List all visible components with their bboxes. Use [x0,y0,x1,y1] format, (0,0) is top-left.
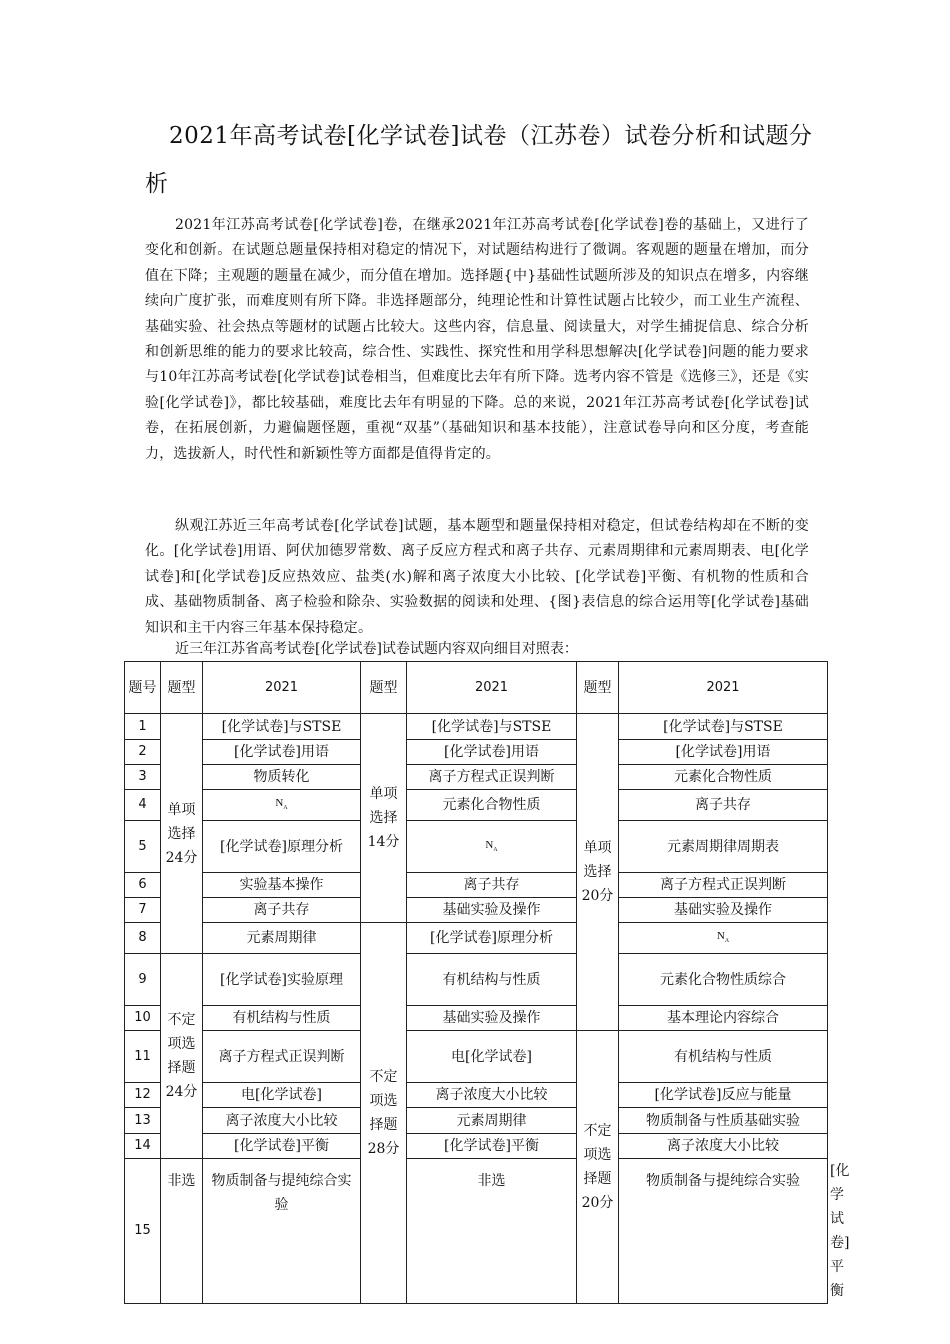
table-row [125,1031,828,1083]
cell: [化学试卷]平衡 [407,1134,577,1159]
na-cell [407,821,577,873]
cell: 元素化合物性质 [407,790,577,821]
cell: 元素化合物性质综合 [619,954,828,1006]
paragraph-intro: 2021年江苏高考试卷[化学试卷]卷，在继承2021年江苏高考试卷[化学试卷]卷的基础上，又进行了变化和创新。在试题总题量保持相对稳定的情况下，对试题结构进行了微调。客观题的题量在增加，而分值在下降；主观题的题量在减少，而分值在增加。选择题{中}基础性试题所涉及的知识点在增多，内容继续向广度扩张，而难度则有所下降。非选择题部分，纯理论性和计算性试题占比较少，而工业生产流程、基础实验、社会热点等题材的试题占比较大。这些内容，信息量、阅读量大，对学生捕捉信息、综合分析和创新思维的能力的要求比较高，综合性、实践性、探究性和用学科思想解决[化学试卷]问题的能力要求与10年江苏高考试卷[化学试卷]试卷相当，但难度比去年有所下降。选考内容不管是《选修三》，还是《实验[化学试卷]》，都比较基础，难度比去年有明显的下降。总的来说，2021年江苏高考试卷[化学试卷]试卷，在拓展创新，力避偏题怪题，重视“双基”（基础知识和基本技能），注意试卷导向和区分度，考查能力，选拔新人，时代性和新颖性等方面都是值得肯定的。 [145,217,809,462]
row-number: 1 [125,714,161,740]
cell: 基本理论内容综合 [619,1006,828,1031]
cell: 离子共存 [203,898,361,923]
row-number: 2 [125,740,161,765]
cell: 电[化学试卷] [203,1083,361,1108]
cell: [化学试卷]实验原理 [203,954,361,1006]
na-cell [619,923,828,954]
na-subscript: A [493,846,498,853]
table-row [125,873,828,898]
cell: [化学试卷]原理分析 [407,923,577,954]
cell: 元素周期律 [203,923,361,954]
cell: 基础实验及操作 [619,898,828,923]
na-cell [203,790,361,821]
row-number: 14 [125,1134,161,1159]
header-tihao: 题号 [125,662,161,714]
cell: 电[化学试卷] [407,1031,577,1083]
group-cell: 单项选择24分 [161,714,203,954]
row-number: 12 [125,1083,161,1108]
cell: 元素周期律 [407,1108,577,1134]
cell: [化学试卷]用语 [619,740,828,765]
table-row [125,821,828,873]
table-row [125,1083,828,1108]
document-title: 2021年高考试卷[化学试卷]试卷（江苏卷）试卷分析和试题分析 [145,123,813,197]
table-row [125,923,828,954]
cell: 离子共存 [407,873,577,898]
cell: [化学试卷]原理分析 [203,821,361,873]
cell: 物质制备与性质基础实验 [619,1108,828,1134]
cell: [化学试卷]用语 [203,740,361,765]
row-number: 8 [125,923,161,954]
table-row [125,790,828,821]
row-number: 9 [125,954,161,1006]
table-row [125,765,828,790]
cell: 离子方程式正误判断 [407,765,577,790]
group-cell: 非选 [407,1159,577,1304]
table-header-row [125,662,828,714]
row-number: 13 [125,1108,161,1134]
cell: 有机结构与性质 [407,954,577,1006]
paragraph-overview: 纵观江苏近三年高考试卷[化学试卷]试题，基本题型和题量保持相对稳定，但试卷结构却在不断的变化。[化学试卷]用语、阿伏加德罗常数、离子反应方程式和离子共存、元素周期律和元素周期表、电[化学试卷]和[化学试卷]反应热效应、盐类(水)解和离子浓度大小比较、[化学试卷]平衡、有机物的性质和合成、基础物质制备、离子检验和除杂、实验数据的阅读和处理、{图}表信息的综合运用等[化学试卷]基础知识和主干内容三年基本保持稳定。 [145,518,809,636]
cell: 有机结构与性质 [619,1031,828,1083]
cell: 离子共存 [619,790,828,821]
cell: 物质转化 [203,765,361,790]
table-row [125,898,828,923]
table-caption: 近三年江苏省高考试卷[化学试卷]试卷试题内容双向细目对照表： [175,641,578,657]
na-symbol: N [275,797,284,809]
group-cell: 不定项选择题20分 [577,1031,619,1304]
cell: 离子浓度大小比较 [407,1083,577,1108]
group-cell: 非选 [161,1159,203,1304]
cell: [化学试卷]与STSE [203,714,361,740]
cell: 离子浓度大小比较 [619,1134,828,1159]
row-number: 7 [125,898,161,923]
row-number: 11 [125,1031,161,1083]
table-row [125,1134,828,1159]
cell: 物质制备与提纯综合实验 [619,1159,828,1304]
cell: 有机结构与性质 [203,1006,361,1031]
na-subscript: A [724,938,730,945]
row-number: 5 [125,821,161,873]
header-tixing: 题型 [361,662,407,714]
table-row [125,714,828,740]
header-tixing: 题型 [577,662,619,714]
table-row [125,954,828,1006]
cell: 离子方程式正误判断 [203,1031,361,1083]
group-cell: 不定项选择题24分 [161,954,203,1159]
cell: 元素化合物性质 [619,765,828,790]
table-row: 15 非选 物质制备与提纯综合实验 非选 物质制备与提纯综合实验 [化学试卷]平衡 [125,1159,828,1304]
group-cell: 单项选择20分 [577,714,619,1031]
cell: 实验基本操作 [203,873,361,898]
cell: [化学试卷]用语 [407,740,577,765]
header-tixing: 题型 [161,662,203,714]
row-number: 4 [125,790,161,821]
cell: 离子方程式正误判断 [619,873,828,898]
header-year: 2021 [203,662,361,714]
row-number: 3 [125,765,161,790]
row-number: 10 [125,1006,161,1031]
cell: 元素周期律周期表 [619,821,828,873]
cell: 基础实验及操作 [407,898,577,923]
cell: 基础实验及操作 [407,1006,577,1031]
group-cell: 单项选择14分 [361,714,407,923]
cell: 物质制备与提纯综合实验 [203,1159,361,1304]
table-row [125,1006,828,1031]
row-number: 15 [125,1159,161,1304]
cell: [化学试卷]与STSE [619,714,828,740]
header-year: 2021 [407,662,577,714]
cell: 离子浓度大小比较 [203,1108,361,1134]
na-symbol: N [485,838,494,851]
table-row [125,740,828,765]
header-year: 2021 [619,662,828,714]
group-cell: 不定项选择题28分 [361,923,407,1304]
row-number: 6 [125,873,161,898]
na-symbol: N [716,930,725,943]
na-subscript: A [283,805,288,812]
cell: [化学试卷]平衡 [203,1134,361,1159]
comparison-table [124,661,850,1304]
cell: [化学试卷]与STSE [407,714,577,740]
table-row [125,1108,828,1134]
cell: [化学试卷]反应与能量 [619,1083,828,1108]
